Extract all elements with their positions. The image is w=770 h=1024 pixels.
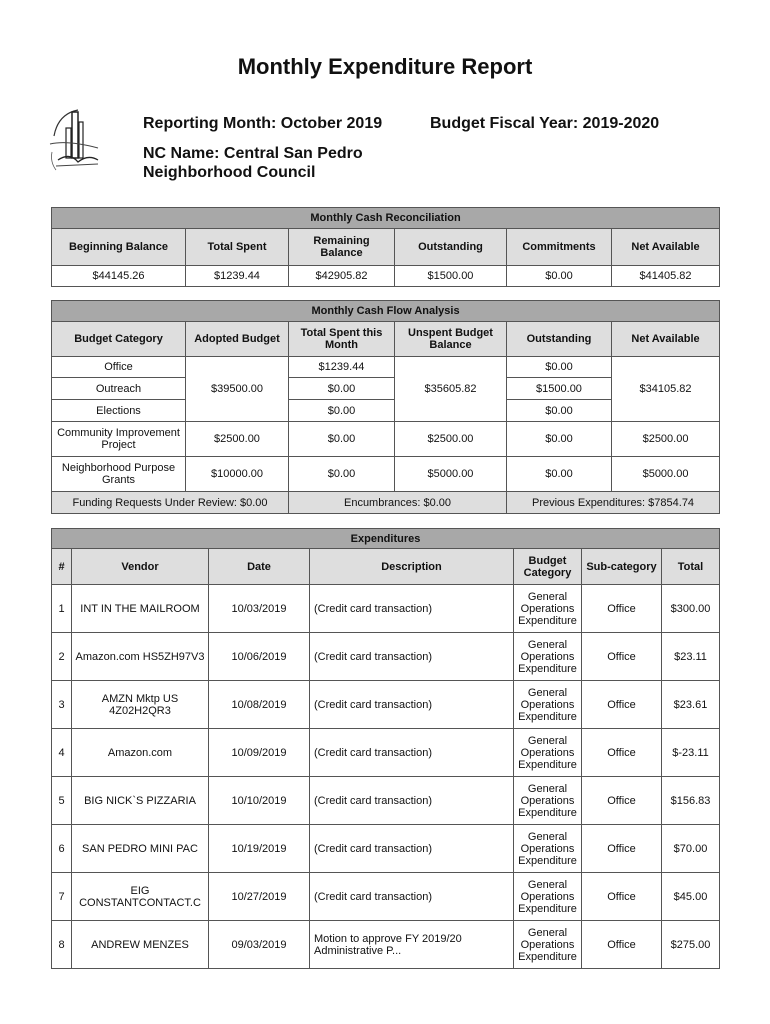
exp-header-subcategory: Sub-category	[582, 549, 662, 585]
reporting-month: Reporting Month: October 2019	[143, 115, 383, 132]
exp-num: 7	[52, 873, 72, 921]
office-spent: $1239.44	[289, 357, 395, 378]
exp-date: 10/06/2019	[209, 633, 310, 681]
nc-name-line1: NC Name: Central San Pedro	[143, 145, 363, 162]
exp-date: 10/19/2019	[209, 825, 310, 873]
exp-vendor: SAN PEDRO MINI PAC	[72, 825, 209, 873]
exp-total: $23.61	[662, 681, 720, 729]
table-row	[52, 422, 720, 457]
exp-category: General Operations Expenditure	[514, 633, 582, 681]
cip-unspent: $2500.00	[395, 422, 507, 457]
recon-commitments-value: $0.00	[507, 266, 612, 287]
cip-net: $2500.00	[612, 422, 720, 457]
exp-subcategory: Office	[582, 825, 662, 873]
office-outstanding: $0.00	[507, 357, 612, 378]
exp-description: (Credit card transaction)	[310, 777, 514, 825]
cashflow-band: Monthly Cash Flow Analysis	[52, 301, 720, 322]
exp-vendor: ANDREW MENZES	[72, 921, 209, 969]
exp-category: General Operations Expenditure	[514, 825, 582, 873]
report-title: Monthly Expenditure Report	[237, 54, 533, 79]
exp-total: $23.11	[662, 633, 720, 681]
exp-total: $275.00	[662, 921, 720, 969]
table-row	[52, 873, 720, 921]
exp-category: General Operations Expenditure	[514, 729, 582, 777]
npg-outstanding: $0.00	[507, 457, 612, 492]
recon-spent-value: $1239.44	[186, 266, 289, 287]
exp-header-num: #	[52, 549, 72, 585]
exp-total: $45.00	[662, 873, 720, 921]
cashflow-header-unspent: Unspent Budget Balance	[395, 322, 507, 357]
exp-date: 10/08/2019	[209, 681, 310, 729]
exp-num: 4	[52, 729, 72, 777]
expenditures-band: Expenditures	[52, 529, 720, 549]
exp-date: 10/09/2019	[209, 729, 310, 777]
exp-subcategory: Office	[582, 681, 662, 729]
exp-num: 8	[52, 921, 72, 969]
cash-flow-table	[51, 300, 720, 514]
exp-date: 10/10/2019	[209, 777, 310, 825]
exp-description: Motion to approve FY 2019/20 Administrative P...	[310, 921, 514, 969]
exp-category: General Operations Expenditure	[514, 873, 582, 921]
exp-num: 5	[52, 777, 72, 825]
cashflow-header-adopted: Adopted Budget	[186, 322, 289, 357]
exp-subcategory: Office	[582, 633, 662, 681]
exp-subcategory: Office	[582, 921, 662, 969]
general-adopted: $39500.00	[186, 357, 289, 422]
category-cip: Community Improvement Project	[52, 422, 186, 457]
recon-header-outstanding: Outstanding	[395, 229, 507, 266]
exp-vendor: INT IN THE MAILROOM	[72, 585, 209, 633]
exp-date: 10/27/2019	[209, 873, 310, 921]
general-net: $34105.82	[612, 357, 720, 422]
exp-num: 3	[52, 681, 72, 729]
exp-total: $-23.11	[662, 729, 720, 777]
reconciliation-band: Monthly Cash Reconciliation	[52, 208, 720, 229]
cip-adopted: $2500.00	[186, 422, 289, 457]
table-row	[52, 633, 720, 681]
exp-total: $156.83	[662, 777, 720, 825]
encumbrances: Encumbrances: $0.00	[289, 492, 507, 514]
outreach-spent: $0.00	[289, 378, 395, 400]
exp-date: 09/03/2019	[209, 921, 310, 969]
table-row	[52, 825, 720, 873]
outreach-outstanding: $1500.00	[507, 378, 612, 400]
general-unspent: $35605.82	[395, 357, 507, 422]
table-row	[52, 729, 720, 777]
previous-expenditures: Previous Expenditures: $7854.74	[507, 492, 720, 514]
category-elections: Elections	[52, 400, 186, 422]
category-npg: Neighborhood Purpose Grants	[52, 457, 186, 492]
table-row	[52, 585, 720, 633]
cashflow-header-net: Net Available	[612, 322, 720, 357]
nc-name-line2: Neighborhood Council	[143, 164, 316, 181]
recon-remaining-value: $42905.82	[289, 266, 395, 287]
category-outreach: Outreach	[52, 378, 186, 400]
exp-num: 1	[52, 585, 72, 633]
exp-description: (Credit card transaction)	[310, 681, 514, 729]
cashflow-header-outstanding: Outstanding	[507, 322, 612, 357]
exp-total: $300.00	[662, 585, 720, 633]
cip-outstanding: $0.00	[507, 422, 612, 457]
recon-header-remaining: Remaining Balance	[289, 229, 395, 266]
exp-subcategory: Office	[582, 729, 662, 777]
exp-num: 6	[52, 825, 72, 873]
recon-header-beginning: Beginning Balance	[52, 229, 186, 266]
exp-vendor: BIG NICK`S PIZZARIA	[72, 777, 209, 825]
exp-subcategory: Office	[582, 873, 662, 921]
elections-spent: $0.00	[289, 400, 395, 422]
exp-description: (Credit card transaction)	[310, 873, 514, 921]
exp-description: (Credit card transaction)	[310, 585, 514, 633]
recon-net-value: $41405.82	[612, 266, 720, 287]
npg-unspent: $5000.00	[395, 457, 507, 492]
recon-outstanding-value: $1500.00	[395, 266, 507, 287]
recon-header-commitments: Commitments	[507, 229, 612, 266]
exp-header-date: Date	[209, 549, 310, 585]
recon-header-net: Net Available	[612, 229, 720, 266]
exp-subcategory: Office	[582, 585, 662, 633]
exp-header-category: Budget Category	[514, 549, 582, 585]
table-row	[52, 777, 720, 825]
exp-vendor: Amazon.com	[72, 729, 209, 777]
table-row	[52, 681, 720, 729]
exp-vendor: AMZN Mktp US 4Z02H2QR3	[72, 681, 209, 729]
exp-vendor: EIG CONSTANTCONTACT.C	[72, 873, 209, 921]
exp-header-vendor: Vendor	[72, 549, 209, 585]
exp-date: 10/03/2019	[209, 585, 310, 633]
cip-spent: $0.00	[289, 422, 395, 457]
elections-outstanding: $0.00	[507, 400, 612, 422]
exp-category: General Operations Expenditure	[514, 681, 582, 729]
exp-description: (Credit card transaction)	[310, 825, 514, 873]
category-office: Office	[52, 357, 186, 378]
exp-num: 2	[52, 633, 72, 681]
recon-beginning-value: $44145.26	[52, 266, 186, 287]
npg-adopted: $10000.00	[186, 457, 289, 492]
exp-header-total: Total	[662, 549, 720, 585]
exp-total: $70.00	[662, 825, 720, 873]
cashflow-header-category: Budget Category	[52, 322, 186, 357]
exp-description: (Credit card transaction)	[310, 729, 514, 777]
exp-description: (Credit card transaction)	[310, 633, 514, 681]
cash-reconciliation-table	[51, 207, 720, 287]
table-row	[52, 357, 720, 378]
exp-category: General Operations Expenditure	[514, 585, 582, 633]
npg-net: $5000.00	[612, 457, 720, 492]
recon-header-spent: Total Spent	[186, 229, 289, 266]
exp-category: General Operations Expenditure	[514, 777, 582, 825]
exp-subcategory: Office	[582, 777, 662, 825]
table-row	[52, 921, 720, 969]
expenditures-table	[51, 528, 720, 969]
city-seal-logo-icon	[48, 104, 106, 176]
exp-header-description: Description	[310, 549, 514, 585]
npg-spent: $0.00	[289, 457, 395, 492]
funding-requests: Funding Requests Under Review: $0.00	[52, 492, 289, 514]
cashflow-header-spent: Total Spent this Month	[289, 322, 395, 357]
exp-category: General Operations Expenditure	[514, 921, 582, 969]
fiscal-year: Budget Fiscal Year: 2019-2020	[430, 115, 660, 132]
exp-vendor: Amazon.com HS5ZH97V3	[72, 633, 209, 681]
table-row	[52, 457, 720, 492]
